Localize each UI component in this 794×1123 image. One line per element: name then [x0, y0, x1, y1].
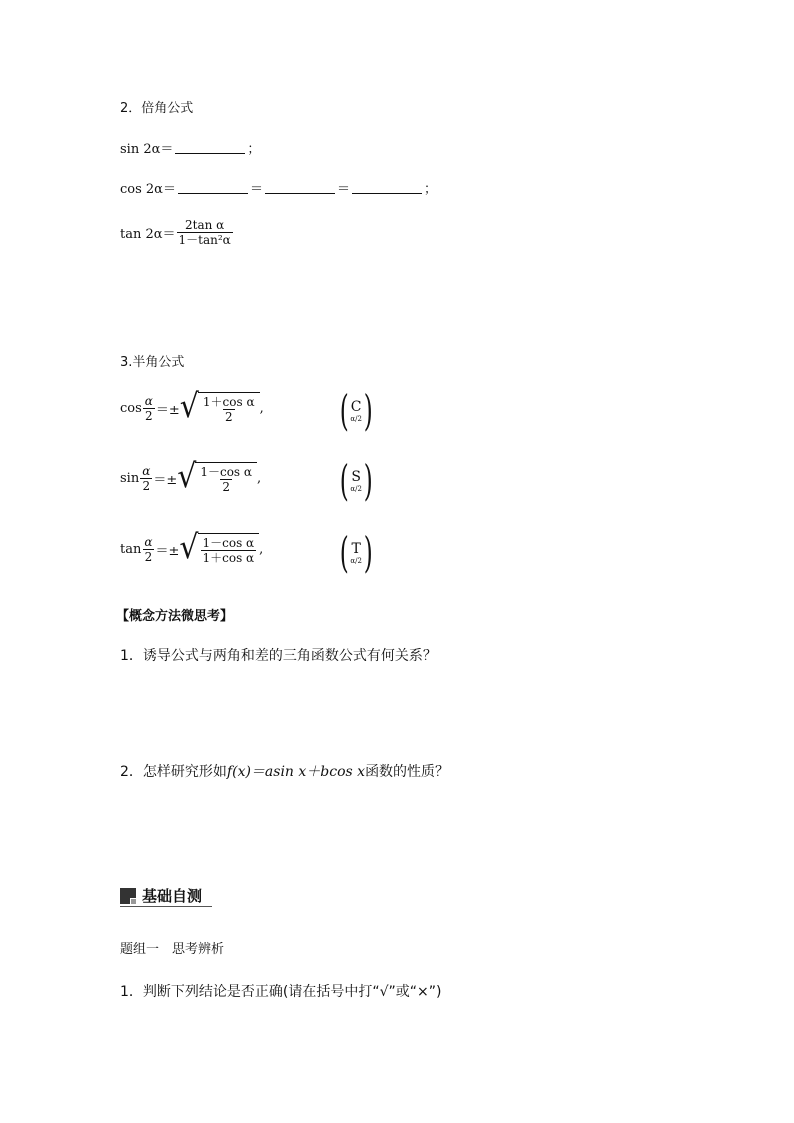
tan-2a-fraction — [177, 218, 233, 247]
eq-pm: ＝± — [153, 472, 178, 488]
sin-2a-lhs: sin 2α＝ — [120, 142, 174, 157]
section-divider — [120, 906, 212, 907]
self-test-section-header — [120, 885, 202, 906]
radicand-numerator: 1－cos α — [200, 465, 253, 479]
comma: , — [257, 470, 262, 486]
label-letter: C — [350, 399, 362, 415]
sin-2a-end: ； — [247, 142, 261, 157]
sqrt — [177, 457, 257, 496]
radicand-denominator: 2 — [224, 410, 233, 424]
radicand — [198, 392, 260, 424]
tan-2a-numerator: 2tan α — [185, 218, 225, 232]
label-c-half — [336, 386, 376, 435]
alpha: α — [144, 534, 153, 549]
sqrt — [179, 528, 259, 567]
double-angle-heading: 2．倍角公式 — [120, 101, 194, 116]
radicand-numerator: 1＋cos α — [202, 395, 255, 409]
label-letter: S — [351, 469, 361, 485]
eq-pm: ＝± — [155, 402, 180, 418]
two: 2 — [145, 408, 153, 423]
radicand-denominator: 1＋cos α — [202, 551, 255, 565]
eq-pm: ＝± — [155, 543, 180, 559]
radical-sign: √ — [179, 387, 199, 426]
sin-fn: sin — [120, 470, 140, 486]
cos-double-angle-formula — [120, 178, 437, 197]
radicand — [198, 533, 260, 565]
right-paren: ) — [363, 528, 373, 577]
comma: , — [259, 400, 264, 416]
radicand — [195, 462, 257, 494]
question-2-formula: f(x)＝asin x＋bcos x — [226, 764, 366, 780]
sin-2a-blank[interactable] — [175, 141, 245, 154]
left-paren: ( — [339, 528, 349, 577]
question-2-prefix: 2．怎样研究形如 — [120, 764, 227, 780]
left-paren: ( — [339, 386, 349, 435]
sin-double-angle-formula — [120, 138, 260, 157]
alpha-over-2 — [140, 464, 152, 493]
label-subscript: α/2 — [350, 557, 362, 565]
right-paren: ) — [363, 386, 373, 435]
label-letter: T — [351, 541, 361, 557]
cos-2a-blank-1[interactable] — [178, 181, 248, 194]
radicand-numerator: 1－cos α — [202, 536, 255, 550]
label-subscript: α/2 — [350, 485, 362, 493]
radical-sign: √ — [177, 457, 197, 496]
self-test-title: 基础自测 — [142, 887, 203, 905]
radicand-fraction — [201, 536, 257, 565]
two: 2 — [144, 549, 153, 564]
tan-fn: tan — [120, 541, 142, 557]
two: 2 — [142, 478, 151, 493]
sqrt — [179, 387, 260, 426]
alpha: α — [142, 463, 151, 478]
label-subscript: α/2 — [350, 415, 362, 423]
label-s-inner — [350, 469, 362, 493]
label-c-inner — [350, 399, 362, 423]
cos-2a-blank-3[interactable] — [352, 181, 422, 194]
right-paren: ) — [363, 456, 373, 505]
section-marker-icon — [120, 888, 136, 904]
comma: , — [259, 541, 264, 557]
concept-question-2 — [120, 761, 449, 781]
cos-2a-end: ； — [424, 182, 438, 197]
radical-sign: √ — [179, 528, 199, 567]
cos-half-angle-formula — [120, 387, 264, 426]
tan-2a-denominator: 1－tan²α — [178, 233, 231, 247]
concept-question-1: 1．诱导公式与两角和差的三角函数公式有何关系？ — [120, 648, 437, 664]
cos-2a-blank-2[interactable] — [265, 181, 335, 194]
cos-2a-eq-1: ＝ — [249, 182, 263, 197]
question-2-suffix: 函数的性质？ — [365, 764, 450, 780]
tan-2a-lhs: tan 2α＝ — [120, 227, 176, 242]
label-s-half — [336, 456, 376, 505]
alpha-over-2 — [142, 535, 154, 564]
sin-half-angle-formula — [120, 457, 262, 496]
group-title: 题组一 思考辨析 — [120, 942, 225, 957]
label-t-inner — [350, 541, 362, 565]
concept-heading: 【概念方法微思考】 — [116, 609, 234, 624]
label-t-half — [336, 528, 376, 577]
half-angle-heading: 3.半角公式 — [120, 355, 185, 370]
self-test-item-1: 1．判断下列结论是否正确(请在括号中打“√”或“×”) — [120, 984, 442, 1000]
tan-half-angle-formula — [120, 528, 264, 567]
alpha-over-2 — [143, 394, 155, 423]
cos-fn: cos — [120, 400, 142, 416]
radicand-fraction — [198, 465, 254, 494]
left-paren: ( — [339, 456, 349, 505]
cos-2a-lhs: cos 2α＝ — [120, 182, 176, 197]
cos-2a-eq-2: ＝ — [336, 182, 350, 197]
alpha: α — [144, 393, 153, 408]
radicand-denominator: 2 — [222, 480, 230, 494]
tan-double-angle-formula — [120, 218, 234, 247]
radicand-fraction — [201, 395, 257, 424]
